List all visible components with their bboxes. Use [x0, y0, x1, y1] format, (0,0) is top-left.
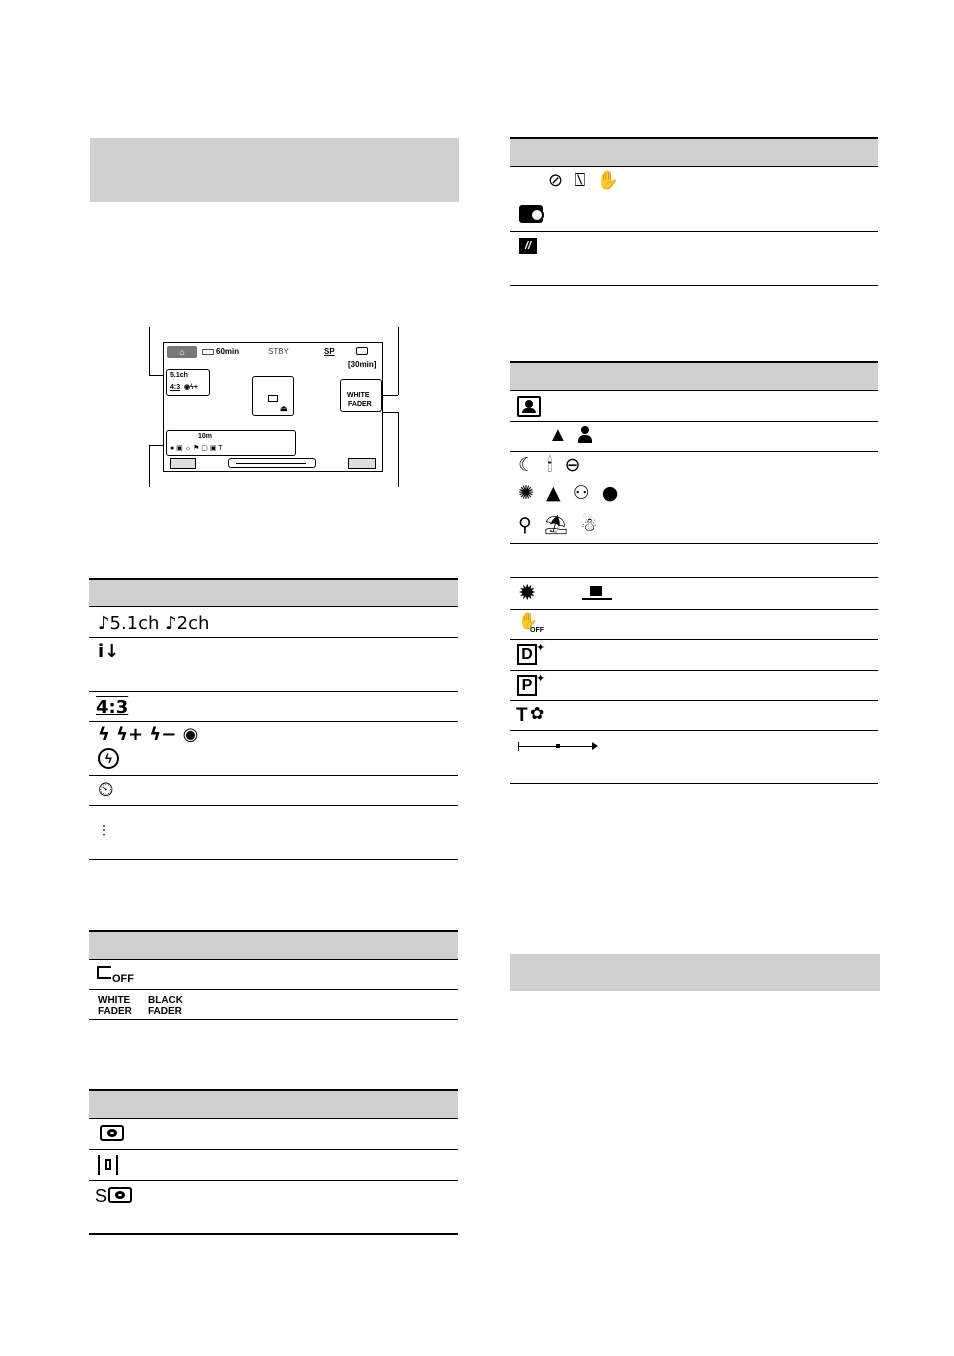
leader-line-top-right-h — [382, 395, 398, 396]
leader-line-bottom-left — [149, 445, 150, 487]
leader-line-bottom-right — [398, 412, 399, 487]
flash-symbols: ϟ ϟ+ ϟ− ◉ — [98, 724, 199, 745]
table-bottom-rule — [89, 1019, 458, 1020]
row-divider — [510, 421, 878, 422]
zoom-bar-track — [236, 463, 306, 464]
remaining-time: 60min — [216, 347, 240, 356]
aspect-symbol: 4:3 — [96, 697, 129, 718]
tele-macro-letter: T — [516, 705, 528, 726]
row-divider — [510, 577, 878, 578]
data-code-symbol: i↓ — [98, 641, 120, 662]
scene-icons-row-2: ✺ ▲ ⚇ ● — [518, 482, 619, 504]
row-divider — [89, 805, 458, 806]
d-effect-sparkle: ✦ — [536, 642, 546, 654]
menu-button[interactable] — [348, 458, 376, 469]
spot-meter-s-label: S — [95, 1186, 108, 1206]
wifi-icon: ⫶ — [102, 823, 106, 840]
fader-off-icon — [97, 966, 111, 979]
row-divider — [510, 639, 878, 640]
self-timer-indicator: 10m — [198, 433, 213, 440]
audio-mode-symbols: ♪5.1ch ♪2ch — [98, 613, 210, 634]
media-icon — [356, 347, 368, 355]
row-divider — [89, 989, 458, 990]
row-divider — [510, 231, 878, 232]
row-divider — [510, 451, 878, 452]
mode-status: STBY — [268, 347, 289, 356]
portrait-frame-icon — [517, 396, 541, 417]
steadyshot-off-icon: ✋ — [518, 613, 538, 630]
self-timer-icon: ⏲ — [98, 777, 114, 801]
steadyshot-off-label: OFF — [530, 627, 544, 634]
white-balance-onepush-icon — [582, 586, 612, 600]
camera-off-icon — [519, 205, 543, 223]
table-bottom-rule — [510, 783, 878, 784]
zoom-bar-marker — [556, 744, 560, 748]
home-icon: ⌂ — [179, 347, 185, 357]
black-fader-line1: BLACK — [148, 995, 183, 1006]
lcd-screen — [163, 342, 383, 472]
row-divider — [510, 609, 878, 610]
fader-line-1: WHITE — [347, 392, 370, 399]
portrait-person-icon — [578, 426, 592, 444]
right-table-1-header — [510, 137, 878, 167]
home-button[interactable] — [167, 346, 197, 358]
nightshot-icon: // — [519, 238, 537, 254]
spot-focus-icon — [98, 1155, 118, 1175]
spot-icon — [268, 395, 278, 402]
audio-indicator: 5.1ch — [170, 372, 188, 379]
bottom-left-indicator-group — [166, 430, 296, 456]
eject-icon: ⏏ — [280, 404, 288, 413]
row-divider — [89, 721, 458, 722]
aspect-indicator: 4:3 — [170, 384, 181, 391]
table-bottom-rule — [89, 1233, 458, 1235]
row-divider — [510, 670, 878, 671]
tele-macro-icon: ✿ — [530, 704, 545, 723]
media-remaining: [30min] — [348, 360, 377, 369]
p-effect-sparkle: ✦ — [536, 673, 546, 685]
right-section-header-band — [510, 954, 880, 991]
left-table-2-header — [89, 930, 458, 960]
table-bottom-rule — [510, 285, 878, 286]
white-fader-line1: WHITE — [98, 995, 131, 1006]
row-divider — [89, 1180, 458, 1181]
flash-indicator: ◉ϟ+ — [184, 384, 198, 391]
scene-icon-row: ● ▣ ☼ ⚑ ▢ ▣ T — [170, 445, 223, 452]
fader-off-label: OFF — [112, 973, 134, 985]
view-button[interactable] — [170, 458, 196, 469]
white-fader-line2: FADER — [98, 1006, 132, 1017]
scene-icons-row-3: ⚲ ⛱ ☃ — [518, 514, 598, 536]
d-effect-icon: D — [517, 644, 537, 665]
fader-line-2: FADER — [348, 401, 372, 408]
left-table-3-header — [89, 1089, 458, 1119]
left-table-1-header — [89, 578, 458, 607]
row-divider — [89, 637, 458, 638]
row-divider — [89, 1149, 458, 1150]
spot-meter-s-icon — [108, 1187, 132, 1203]
zoom-bar-arrow — [592, 742, 598, 750]
row-divider — [510, 543, 878, 544]
spot-meter-icon — [100, 1125, 124, 1141]
row-divider — [510, 730, 878, 731]
landscape-icon: ▲ — [548, 424, 568, 446]
leader-line-top-left — [149, 327, 150, 375]
right-table-2-header — [510, 361, 878, 391]
stabilizer-off-icons: ⊘ ⍂ ✋ — [548, 170, 620, 191]
row-divider — [89, 775, 458, 776]
zoom-bar-left-cap — [518, 742, 519, 751]
white-balance-sun-icon: ✹ — [518, 580, 537, 605]
battery-remaining-icon — [202, 349, 214, 355]
left-section-header-band — [90, 138, 459, 202]
black-fader-line2: FADER — [148, 1006, 182, 1017]
table-bottom-rule — [89, 859, 458, 860]
flash-off-icon: ϟ — [98, 748, 119, 769]
quality-indicator: SP — [324, 347, 335, 356]
row-divider — [510, 700, 878, 701]
scene-icons-row-1: ☾ 🕯 ⊖ — [518, 454, 581, 476]
p-effect-icon: P — [517, 675, 537, 696]
leader-line-top-right — [398, 327, 399, 395]
row-divider — [89, 691, 458, 692]
